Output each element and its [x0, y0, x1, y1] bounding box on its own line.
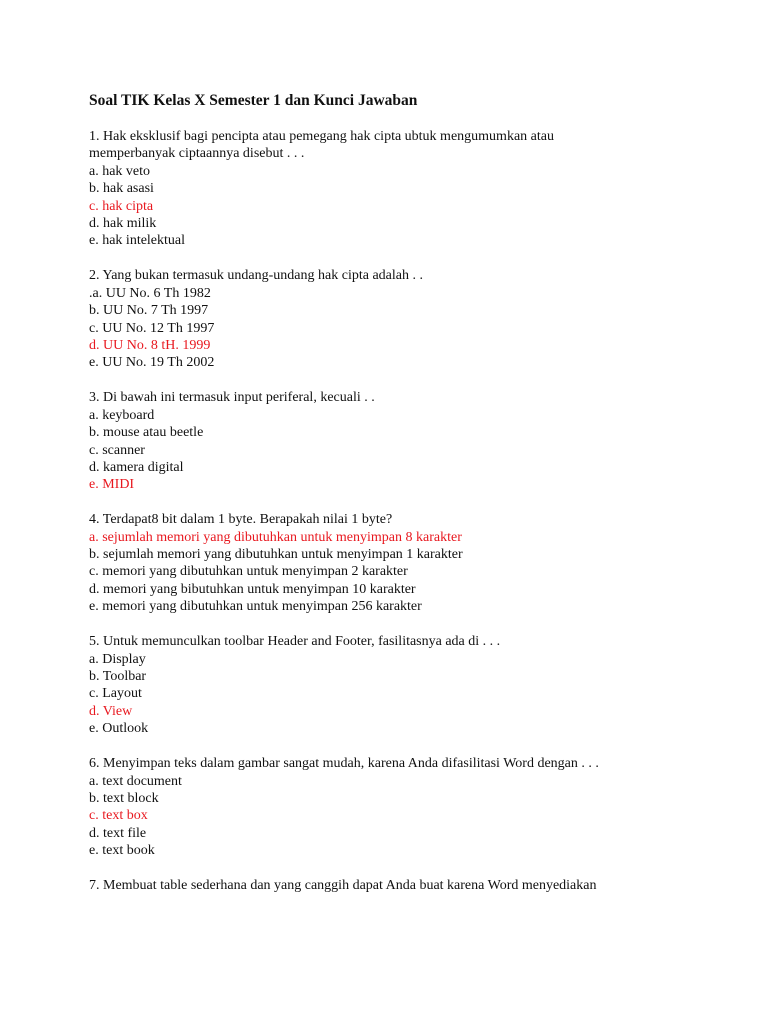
- answer-option: e. Outlook: [89, 721, 149, 737]
- question-6: [89, 755, 749, 859]
- question-5: [89, 633, 749, 737]
- question-text: 6. Menyimpan teks dalam gambar sangat mudah, karena Anda difasilitasi Word dengan . . .: [89, 756, 599, 772]
- question-text: 7. Membuat table sederhana dan yang canggih dapat Anda buat karena Word menyediakan: [89, 878, 597, 894]
- answer-option: b. UU No. 7 Th 1997: [89, 303, 209, 319]
- answer-option: d. kamera digital: [89, 459, 184, 475]
- question-text: 1. Hak eksklusif bagi pencipta atau pemegang hak cipta ubtuk mengumumkan atau: [89, 129, 554, 144]
- question-1: [89, 128, 749, 250]
- question-2: [89, 267, 749, 371]
- answer-option: b. mouse atau beetle: [89, 425, 204, 441]
- answer-option: .a. UU No. 6 Th 1982: [89, 285, 211, 301]
- answer-option: c. memori yang dibutuhkan untuk menyimpan 2 karakter: [89, 564, 408, 580]
- answer-option: a. Display: [89, 651, 146, 667]
- answer-option: c. Layout: [89, 686, 142, 702]
- answer-option: c. UU No. 12 Th 1997: [89, 320, 215, 336]
- answer-option: b. sejumlah memori yang dibutuhkan untuk menyimpan 1 karakter: [89, 547, 463, 563]
- question-text: 5. Untuk memunculkan toolbar Header and Footer, fasilitasnya ada di . . .: [89, 634, 501, 650]
- answer-option: c. scanner: [89, 442, 145, 458]
- answer-key-option: a. sejumlah memori yang dibutuhkan untuk menyimpan 8 karakter: [89, 529, 462, 545]
- answer-option: a. text document: [89, 773, 182, 789]
- question-3: [89, 389, 749, 493]
- document-page: [89, 91, 749, 912]
- answer-key-option: d. UU No. 8 tH. 1999: [89, 337, 211, 353]
- question-list: [89, 128, 749, 894]
- question-7: [89, 877, 749, 894]
- question-text: 3. Di bawah ini termasuk input periferal, kecuali . .: [89, 390, 375, 406]
- answer-key-option: c. hak cipta: [89, 198, 154, 214]
- answer-option: d. hak milik: [89, 216, 157, 232]
- question-4: [89, 511, 749, 615]
- answer-option: e. memori yang dibutuhkan untuk menyimpan 256 karakter: [89, 599, 422, 615]
- answer-option: a. keyboard: [89, 407, 155, 423]
- answer-option: d. memori yang bibutuhkan untuk menyimpan 10 karakter: [89, 581, 416, 597]
- answer-option: a. hak veto: [89, 163, 151, 179]
- answer-option: e. hak intelektual: [89, 233, 186, 249]
- document-title: Soal TIK Kelas X Semester 1 dan Kunci Jawaban: [89, 92, 418, 109]
- question-text: 2. Yang bukan termasuk undang-undang hak cipta adalah . .: [89, 268, 423, 284]
- answer-option: e. UU No. 19 Th 2002: [89, 355, 215, 371]
- answer-option: b. hak asasi: [89, 181, 154, 197]
- answer-key-option: e. MIDI: [89, 477, 135, 493]
- answer-option: b. Toolbar: [89, 668, 147, 684]
- answer-option: b. text block: [89, 790, 159, 806]
- answer-option: e. text book: [89, 843, 155, 859]
- answer-option: d. text file: [89, 825, 147, 841]
- answer-key-option: d. View: [89, 703, 133, 719]
- question-text: 4. Terdapat8 bit dalam 1 byte. Berapakah nilai 1 byte?: [89, 512, 393, 528]
- question-text: memperbanyak ciptaannya disebut . . .: [89, 146, 305, 162]
- answer-key-option: c. text box: [89, 808, 148, 824]
